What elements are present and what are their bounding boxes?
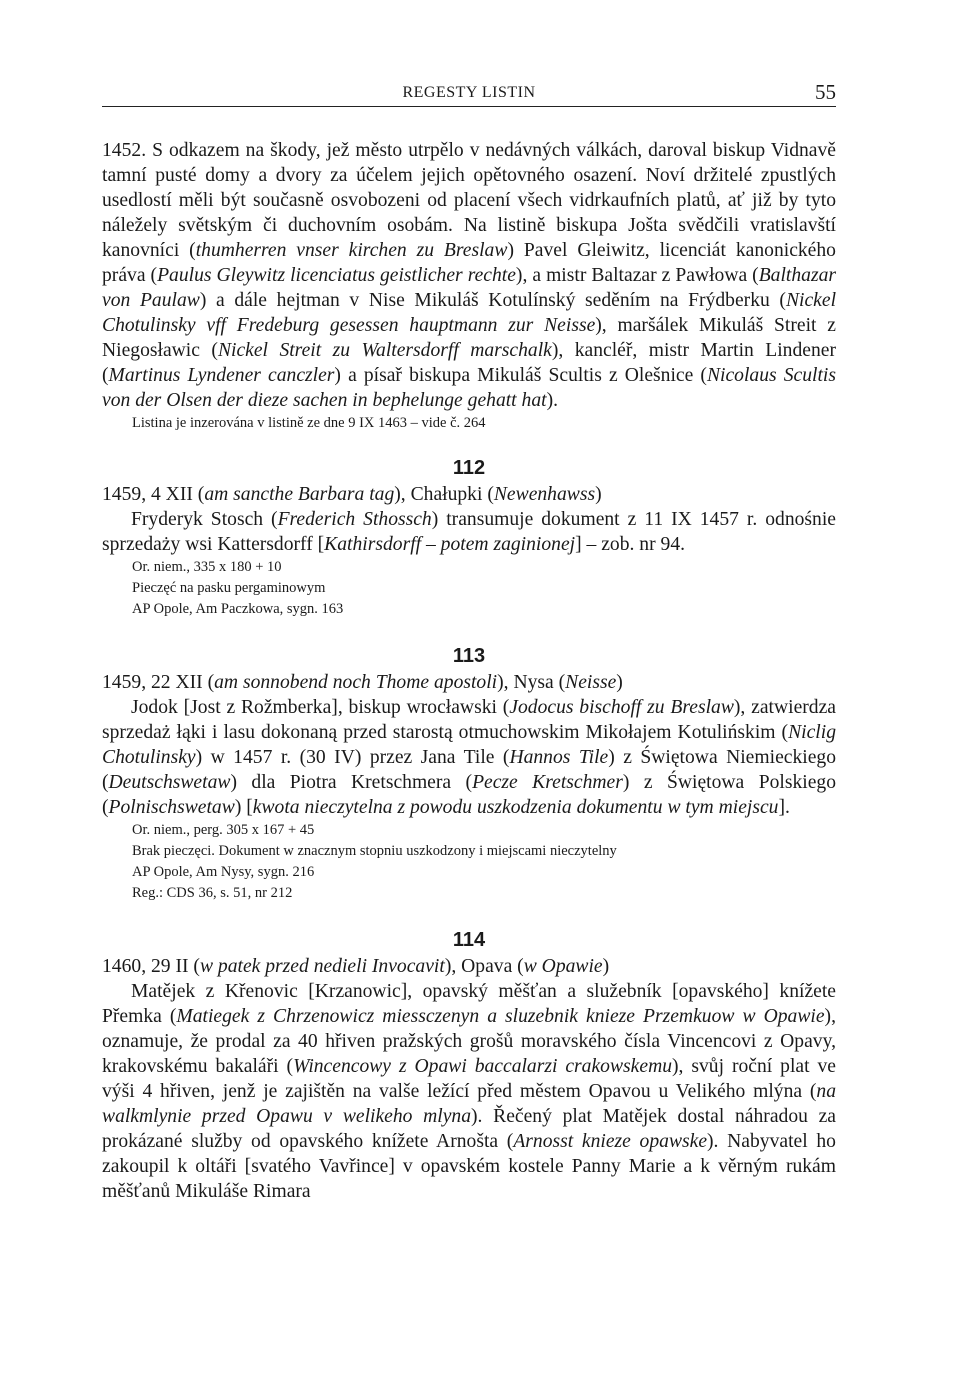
- page-number: 55: [815, 80, 836, 104]
- entry-113-notes: [132, 820, 836, 904]
- entry-113-note: Brak pieczęci. Dokument w znacznym stopniu uszkodzony i miejscami nieczytelny: [132, 843, 617, 859]
- entry-112-text: Fryderyk Stosch (Frederich Sthossch) transumuje dokument z 11 IX 1457 r. odnośnie sprzedaży wsi Kattersdorff [Kathirsdorff – potem zaginionej] – zob. nr 94.: [102, 509, 836, 555]
- entry-113-date: 1459, 22 XII (am sonnobend noch Thome apostoli), Nysa (Neisse): [102, 672, 623, 693]
- entry-113-note: Or. niem., perg. 305 x 167 + 45: [132, 822, 315, 838]
- entry-112-date: 1459, 4 XII (am sancthe Barbara tag), Chałupki (Newenhawss): [102, 484, 602, 505]
- entry-114-date: 1460, 29 II (w patek przed nedieli Invocavit), Opava (w Opawie): [102, 956, 610, 977]
- entry-112-note: Or. niem., 335 x 180 + 10: [132, 559, 282, 575]
- entry-113-note: AP Opole, Am Nysy, sygn. 216: [132, 864, 315, 880]
- entry-113-text: Jodok [Jost z Rožmberka], biskup wrocławski (Jodocus bischoff zu Breslaw), zatwierdza sprzedaż łąki i lasu dokonaną przed starostą otmuchowskim Mikołajem Kotulińskim (Niclig Chotulinsky) w 1457 r. (30 IV) przez Jana Tile (Hannos Tile) z Świętowa Niemieckiego (Deutschswetaw) dla Piotra Kretschmera (Pecze Kretschmer) z Świętowa Polskiego (Polnischswetaw) [kwota nieczytelna z powodu uszkodzenia dokumentu w tym miejscu].: [102, 697, 836, 818]
- entry-112-note: Pieczęć na pasku pergaminowym: [132, 580, 326, 596]
- running-header: [102, 82, 836, 107]
- entry-114-number: 114: [452, 929, 486, 951]
- entry-113-number: 113: [452, 645, 486, 667]
- entry-111-note: Listina je inzerována v listině ze dne 9 IX 1463 – vide č. 264: [132, 415, 486, 431]
- entry-113-note: Reg.: CDS 36, s. 51, nr 212: [132, 885, 293, 901]
- entry-112-note: AP Opole, Am Paczkowa, sygn. 163: [132, 601, 344, 617]
- entry-112-notes: [132, 557, 836, 620]
- entry-111-notes: [132, 413, 836, 434]
- header-title: REGESTY LISTIN: [402, 84, 536, 101]
- entry-114-text: Matějek z Křenovic [Krzanowic], opavský měšťan a služebník [opavského] knížete Přemka (Matiegek z Chrzenowicz miessczenyn a sluzebnik knieze Przemkuow w Opawie), oznamuje, že prodal za 40 hřiven pražských grošů moravského čísla Vincencovi z Opavy, krakovskému bakaláři (Wincencowy z Opawi baccalarzi crakowskemu), svůj roční plat ve výši 4 hřiven, jenž je zajištěn na valše ležící před městem Opavou u Velikého mlýna (na walkmlynie przed Opawu v welikeho mlyna). Řečený plat Matějek dostal náhradou za prokázané služby od opavského knížete Arnošta (Arnosst knieze opawske). Nabyvatel ho zakoupil k oltáři [svatého Vavřince] v opavském kostele Panny Marie a k věrným rukám měšťanů Mikuláše Rimara: [102, 981, 836, 1202]
- entry-111-text: 1452. S odkazem na škody, jež město utrpělo v nedávných válkách, daroval biskup Vidnavě tamní pusté domy a dvory za účelem jejich opětovného osazení. Noví držitelé zpustlých usedlostí měli být současně osvobozeni od placení všech vidrkaufních platů, ať již by tyto náležely světským či duchovním osobám. Na listině biskupa Jošta svědčili vratislavští kanovníci (thumherren vnser kirchen zu Breslaw) Pavel Gleiwitz, licenciát kanonického práva (Paulus Gleywitz licenciatus geistlicher rechte), a mistr Baltazar z Pawłowa (Balthazar von Paulaw) a dále hejtman v Nise Mikuláš Kotulínský seděním na Frýdberku (Nickel Chotulinsky vff Fredeburg gesessen hauptmann zur Neisse), maršálek Mikuláš Streit z Niegosławic (Nickel Streit zu Waltersdorff marschalk), kancléř, mistr Martin Lindener (Martinus Lyndener canczler) a písař biskupa Mikuláš Scultis z Olešnice (Nicolaus Scultis von der Olsen der dieze sachen in bephelunge gehatt hat).: [102, 140, 837, 411]
- entry-112-number: 112: [452, 457, 486, 479]
- page-body: [102, 138, 836, 1204]
